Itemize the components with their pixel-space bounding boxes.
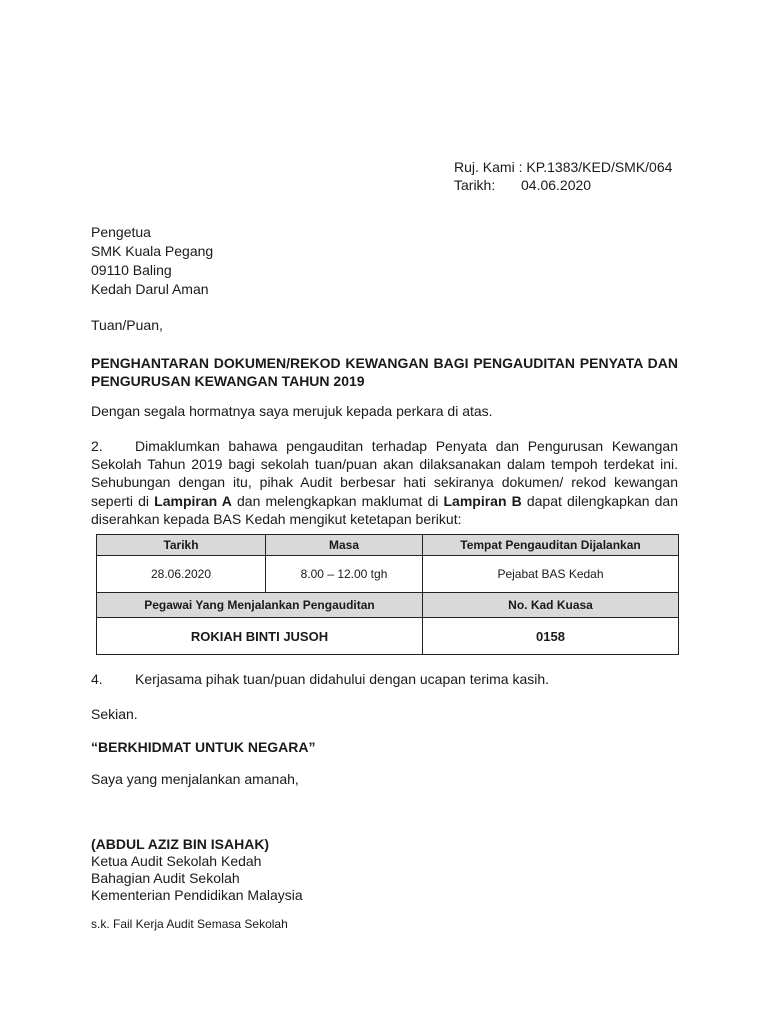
sign-off: Saya yang menjalankan amanah,: [91, 771, 299, 787]
carbon-copy: s.k. Fail Kerja Audit Semasa Sekolah: [91, 917, 288, 931]
reference-label: Ruj. Kami :: [454, 159, 527, 175]
paragraph-4-text: Kerjasama pihak tuan/puan didahului dengan ucapan terima kasih.: [135, 671, 550, 687]
reference-number-row: [454, 158, 672, 176]
signer-name: (ABDUL AZIZ BIN ISAHAK): [91, 836, 270, 852]
paragraph-4: [91, 671, 549, 687]
table-row: [97, 556, 679, 593]
recipient-line-4: Kedah Darul Aman: [91, 281, 209, 297]
signer-title: Ketua Audit Sekolah Kedah: [91, 853, 262, 869]
header-tarikh: Tarikh: [97, 535, 266, 556]
salutation: Tuan/Puan,: [91, 317, 163, 333]
date-label: Tarikh:: [454, 177, 496, 193]
closing-text: Sekian.: [91, 706, 138, 722]
table-header-row-2: [97, 593, 679, 618]
recipient-line-3: 09110 Baling: [91, 262, 172, 278]
letter-date: 04.06.2020: [521, 177, 592, 193]
cell-tarikh: 28.06.2020: [97, 556, 266, 593]
letter-subject: PENGHANTARAN DOKUMEN/REKOD KEWANGAN BAGI PENGAUDITAN PENYATA DAN PENGURUSAN KEWANGAN TAHUN 2019: [91, 355, 678, 389]
paragraph-2: [91, 437, 678, 528]
header-tempat: Tempat Pengauditan Dijalankan: [423, 535, 679, 556]
motto: “BERKHIDMAT UNTUK NEGARA”: [91, 739, 316, 755]
cell-masa: 8.00 – 12.00 tgh: [266, 556, 423, 593]
recipient-line-2: SMK Kuala Pegang: [91, 243, 214, 259]
paragraph-2-number: 2.: [91, 438, 103, 454]
signer-ministry: Kementerian Pendidikan Malaysia: [91, 887, 303, 903]
recipient-address: [91, 223, 213, 299]
table-row: [97, 618, 679, 655]
cell-pegawai: ROKIAH BINTI JUSOH: [97, 618, 423, 655]
audit-schedule-table: [96, 534, 679, 655]
paragraph-2-text-a: Dimaklumkan bahawa pengauditan terhadap Penyata dan Pengurusan Kewangan Sekolah Tahun 2019 bagi sekolah tuan/puan akan dilaksanakan dalam tempoh terdekat ini. Sehubungan dengan itu, pihak Audit berbesar hati sekiranya dokumen/ rekod kewangan seperti di: [91, 438, 678, 509]
table-header-row: [97, 535, 679, 556]
lampiran-b-ref: Lampiran B: [443, 492, 522, 509]
reference-number: KP.1383/KED/SMK/064: [526, 159, 673, 175]
cell-tempat: Pejabat BAS Kedah: [423, 556, 679, 593]
paragraph-4-number: 4.: [91, 671, 103, 687]
reference-date-row: [454, 176, 672, 194]
signature-block: [91, 836, 303, 904]
lampiran-a-ref: Lampiran A: [154, 492, 232, 509]
recipient-line-1: Pengetua: [91, 224, 151, 240]
header-pegawai: Pegawai Yang Menjalankan Pengauditan: [97, 593, 423, 618]
paragraph-2-text-b: dan melengkapkan maklumat di: [231, 492, 444, 509]
paragraph-2-text-c: dapat dilengkapkan dan diserahkan kepada BAS Kedah mengikut ketetapan berikut:: [91, 492, 678, 527]
cell-kad-kuasa: 0158: [423, 618, 679, 655]
intro-paragraph: Dengan segala hormatnya saya merujuk kepada perkara di atas.: [91, 403, 493, 419]
reference-block: [454, 158, 672, 194]
header-kad-kuasa: No. Kad Kuasa: [423, 593, 679, 618]
signer-division: Bahagian Audit Sekolah: [91, 870, 240, 886]
header-masa: Masa: [266, 535, 423, 556]
